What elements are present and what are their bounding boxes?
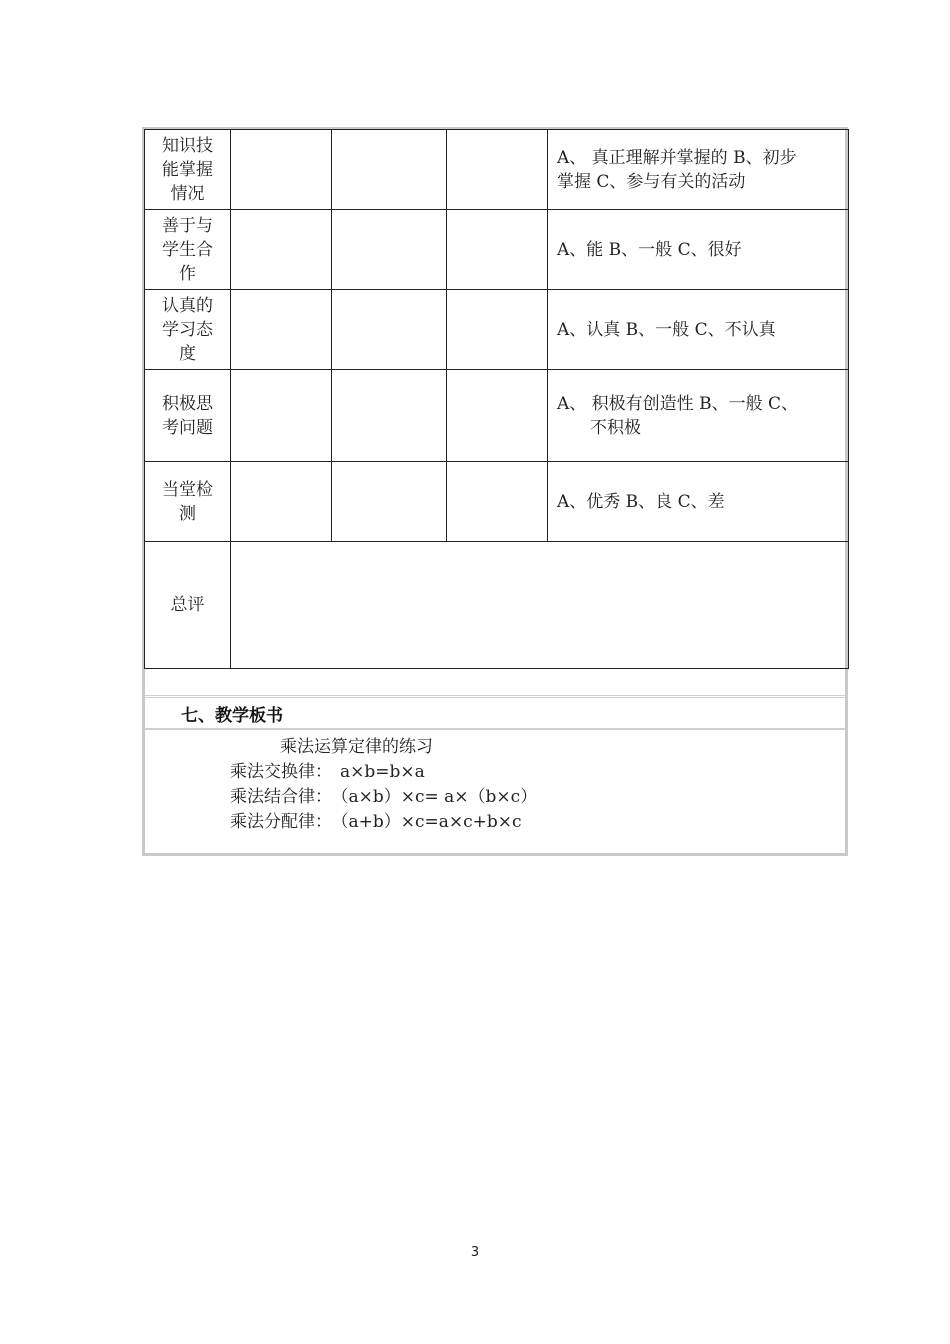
summary-label: 总评 — [145, 542, 231, 669]
row-label: 积极思 考问题 — [145, 370, 231, 462]
row-label: 认真的 学习态 度 — [145, 290, 231, 370]
blank-cell — [447, 290, 548, 370]
options-cell: A、能 B、一般 C、很好 — [548, 210, 849, 290]
blank-cell — [231, 370, 332, 462]
law-line — [230, 757, 425, 782]
summary-row — [145, 542, 849, 669]
options-cell: A、 积极有创造性 B、一般 C、 不积极 — [548, 370, 849, 462]
blackboard-content — [145, 729, 846, 855]
table-row — [145, 462, 849, 542]
blank-cell — [231, 130, 332, 210]
blank-cell — [447, 370, 548, 462]
options-cell: A、认真 B、一般 C、不认真 — [548, 290, 849, 370]
blank-cell — [231, 462, 332, 542]
row-label: 当堂检 测 — [145, 462, 231, 542]
blank-cell — [332, 130, 447, 210]
law-name: 乘法结合律： — [230, 787, 332, 807]
table-row — [145, 130, 849, 210]
board-title: 乘法运算定律的练习 — [280, 737, 433, 757]
summary-content-cell — [231, 542, 849, 669]
table-row — [145, 210, 849, 290]
page-number: 3 — [470, 1245, 480, 1260]
blank-cell — [332, 210, 447, 290]
blank-cell — [447, 130, 548, 210]
table-row — [145, 290, 849, 370]
options-cell: A、 真正理解并掌握的 B、初步 掌握 C、参与有关的活动 — [548, 130, 849, 210]
law-name: 乘法分配律： — [230, 812, 332, 832]
law-line — [230, 782, 537, 807]
section-title: 七、教学板书 — [181, 706, 283, 726]
law-name: 乘法交换律： — [230, 762, 332, 782]
law-formula: a×b=b×a — [340, 762, 425, 782]
section-header — [145, 697, 846, 729]
law-line — [230, 807, 522, 832]
blank-cell — [447, 210, 548, 290]
blank-cell — [447, 462, 548, 542]
blank-cell — [332, 290, 447, 370]
blank-cell — [231, 290, 332, 370]
blank-cell — [332, 462, 447, 542]
evaluation-table — [144, 129, 849, 669]
row-label: 善于与 学生合 作 — [145, 210, 231, 290]
table-row — [145, 370, 849, 462]
spacer-row — [145, 669, 846, 696]
blank-cell — [332, 370, 447, 462]
law-formula: （a+b）×c=a×c+b×c — [340, 812, 522, 832]
options-cell: A、优秀 B、良 C、差 — [548, 462, 849, 542]
blank-cell — [231, 210, 332, 290]
row-label: 知识技 能掌握 情况 — [145, 130, 231, 210]
law-formula: （a×b）×c= a×（b×c） — [340, 787, 538, 807]
